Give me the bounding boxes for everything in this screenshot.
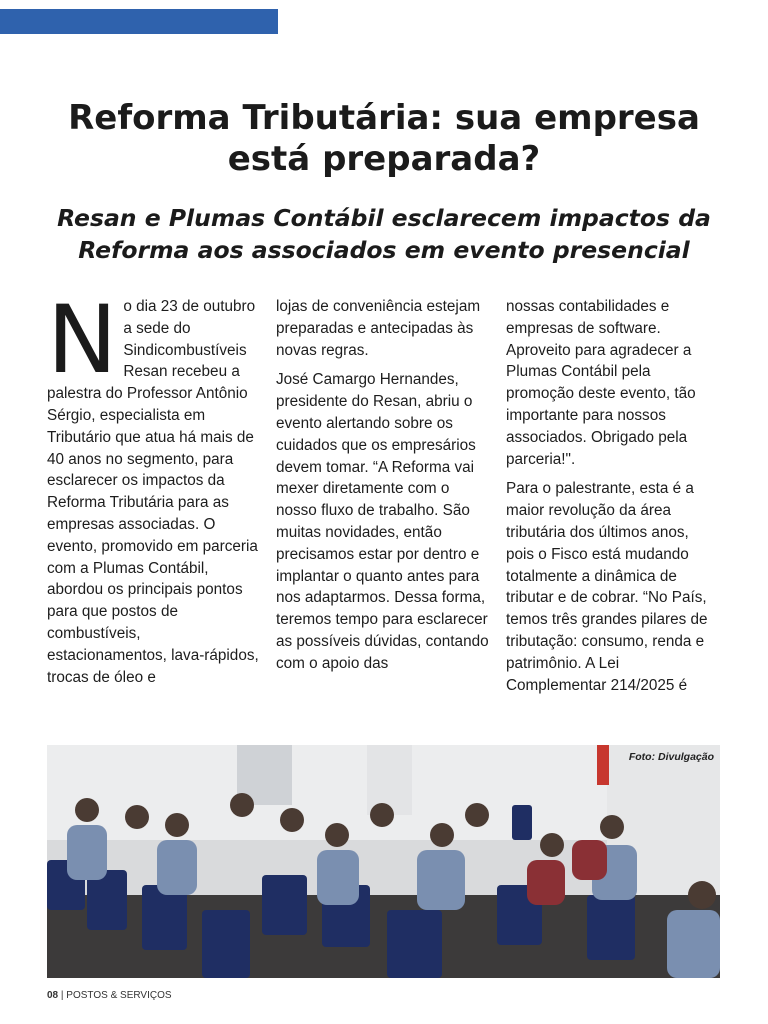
article-title: Reforma Tributária: sua empresa está preparada? — [68, 98, 700, 179]
article-column-3 — [506, 296, 720, 704]
paragraph — [47, 286, 261, 688]
page-footer — [47, 990, 172, 1001]
page-number: 08 — [47, 990, 59, 1001]
paragraph: Para o palestrante, esta é a maior revolução da área tributária dos últimos anos, pois o Fisco está mudando totalmente a dinâmica de tributar e de cobrar. “No País, temos três grandes pilares de tributação: consumo, renda e patrimônio. A Lei Complementar 214/2025 é — [506, 480, 708, 694]
drop-cap: N — [47, 286, 118, 395]
article-subtitle: Resan e Plumas Contábil esclarecem impactos da Reforma aos associados em evento presencial — [57, 204, 711, 264]
paragraph: nossas contabilidades e empresas de software. Aproveito para agradecer a Plumas Contábil pela promoção deste evento, tão importante para nossos associados. Obrigado pela parceria!". — [506, 298, 696, 468]
paragraph: José Camargo Hernandes, presidente do Resan, abriu o evento alertando sobre os cuidados que os empresários devem tomar. “A Reforma vai mexer diretamente com o nosso fluxo de trabalho. São muitas novidades, então precisamos estar por dentro e implantar o quanto antes para nos adaptarmos. Dessa forma, teremos tempo para esclarecer as possíveis dúvidas, contando com o apoio das — [276, 371, 489, 672]
header-accent-bar — [0, 9, 278, 34]
paragraph: lojas de conveniência estejam preparadas e antecipadas às novas regras. — [276, 298, 481, 359]
article-column-1 — [47, 286, 261, 696]
footer-separator: | — [60, 990, 64, 1001]
article-column-2 — [276, 296, 490, 683]
section-name: POSTOS & SERVIÇOS — [66, 990, 172, 1001]
event-photo — [47, 745, 720, 978]
photo-credit: Foto: Divulgação — [628, 751, 714, 763]
paragraph-text: o dia 23 de outubro a sede do Sindicombustíveis Resan recebeu a palestra do Professor Antônio Sérgio, especialista em Tributário que atua há mais de 40 anos no segmento, para esclarecer os impactos da Reforma Tributária para as empresas associadas. O evento, promovido em parceria com a Plumas Contábil, abordou os principais pontos para que postos de combustíveis, estacionamentos, lava-rápidos, trocas de óleo e — [47, 298, 259, 686]
event-audience-illustration — [47, 745, 720, 978]
